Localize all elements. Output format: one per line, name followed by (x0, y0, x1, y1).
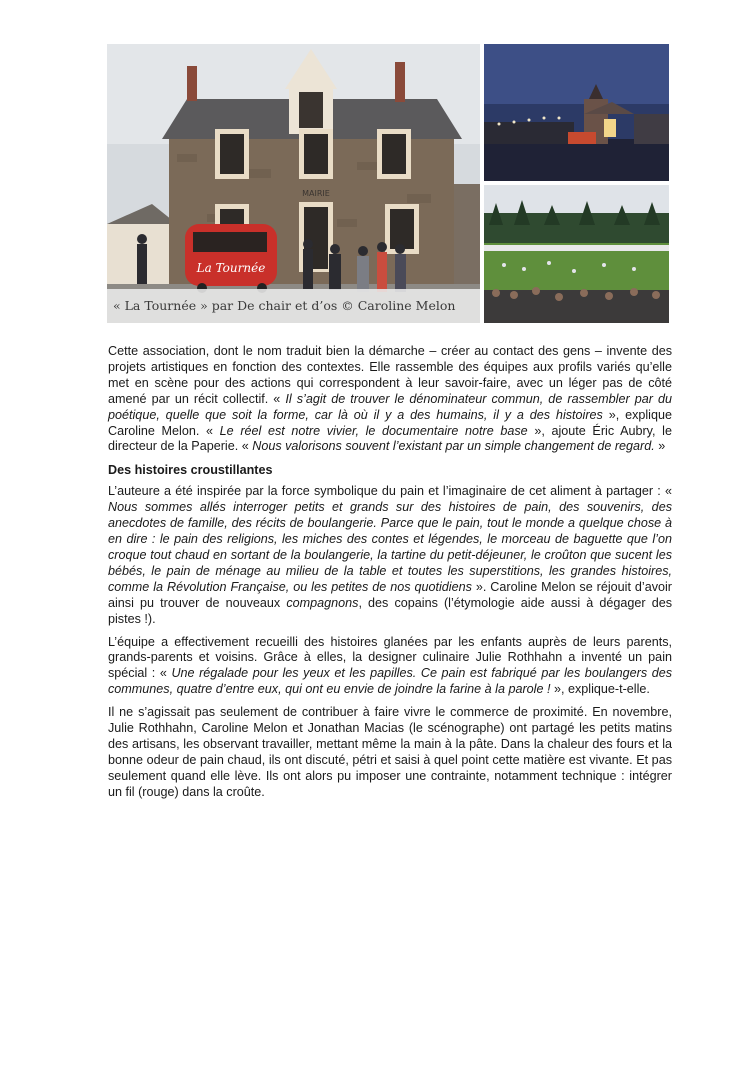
text-run: ». Caroline Melon se réjouit d’avoir ainsi pu trouver de nouveaux (108, 579, 672, 610)
text-run: , des copains (l’étymologie aide aussi à dégager des pistes !). (108, 595, 672, 626)
paragraph-equipe (108, 635, 672, 699)
photo-church-night (484, 44, 669, 181)
text-run: L’auteure a été inspirée par la force symbolique du pain et l’imaginaire de cet aliment à partager : « (108, 484, 672, 499)
photo-mairie-la-tournee (107, 44, 480, 323)
truck-sign: La Tournée (196, 261, 266, 275)
text-run: Cette association, dont le nom traduit bien la démarche – créer au contact des gens – invente des projets artistiques en fonction des contextes. Elle rassemble des équipes aux profils variés qu’elle met en scène pour des actions qui correspondent à leur savoir-faire, avec un léger pas de côté amené par un récit collectif. « (108, 344, 672, 406)
paragraph-commerce (108, 705, 672, 800)
quote-text: Nous valorisons souvent l’existant par un simple changement de regard. (252, 439, 655, 454)
field-crowd-illustration (484, 185, 669, 323)
text-run: Il ne s’agissait pas seulement de contribuer à faire vivre le commerce de proximité. En novembre, Julie Rothhahn, Caroline Melon et Jonathan Macias (le scénographe) ont partagé les petits matins des artisans, les observant travailler, mettant même la main à la pâte. Dans la chaleur des fours et la bonne odeur de pain chaud, ils ont discuté, pétri et saisi à quel point cette matière est vivante. Et pas seulement quand elle lève. Ils ont alors pu imposer une contrainte, notamment technique : intégrer un fil (rouge) dans la croûte. (108, 705, 672, 799)
photo-collage (107, 44, 669, 323)
quote-text: Une régalade pour les yeux et les papilles. Ce pain est fabriqué par les boulangers des communes, quatre d’entre eux, qui ont eu envie de joindre la farine à la parole ! (108, 666, 673, 697)
mairie-sign: MAIRIE (302, 189, 330, 198)
quote-text: compagnons (286, 595, 359, 610)
text-run: L’équipe a effectivement recueilli des histoires glanées par les enfants auprès de leurs parents, grands-parents et voisins. Grâce à elles, la designer culinaire Julie Rothhahn a inventé un pain spécial : « (108, 634, 672, 681)
quote-text: Nous sommes allés interroger petits et grands sur des histoires de pain, des souvenirs, des anecdotes de famille, des récits de boulangerie. Parce que le pain, tout le monde a quelque chose à en dire : le pain des religions, les miches des contes et légendes, le morceau de baguette que l’on croque tout chaud en sortant de la boulangerie, la tartine du petit-déjeuner, le croûton que sucent les bébés, le pain de ménage au milieu de la table et toutes les superstitions, les grandes histoires, comme la Révolution Française, ou les petites de nos quotidiens (108, 500, 672, 594)
section-heading: Des histoires croustillantes (108, 463, 273, 478)
paragraph-inspiration (108, 484, 672, 627)
article-body (108, 344, 672, 808)
text-run: », ajoute Éric Aubry, le directeur de la Paperie. « (108, 423, 672, 454)
quote-text: Le réel est notre vivier, le documentaire notre base (219, 423, 528, 438)
mairie-illustration (107, 44, 480, 323)
photo-field-crowd (484, 185, 669, 323)
quote-text: Il s’agit de trouver le dénominateur commun, de rassembler par du poétique, quelle que soit la forme, car là où il y a des humains, il y a des histoires (108, 391, 672, 422)
paragraph-association (108, 344, 672, 455)
photo-caption: « La Tournée » par De chair et d’os © Caroline Melon (107, 289, 480, 323)
text-run: », explique Caroline Melon. « (108, 407, 672, 438)
church-night-illustration (484, 44, 669, 181)
text-run: » (654, 439, 666, 454)
text-run: », explique-t-elle. (550, 682, 650, 697)
